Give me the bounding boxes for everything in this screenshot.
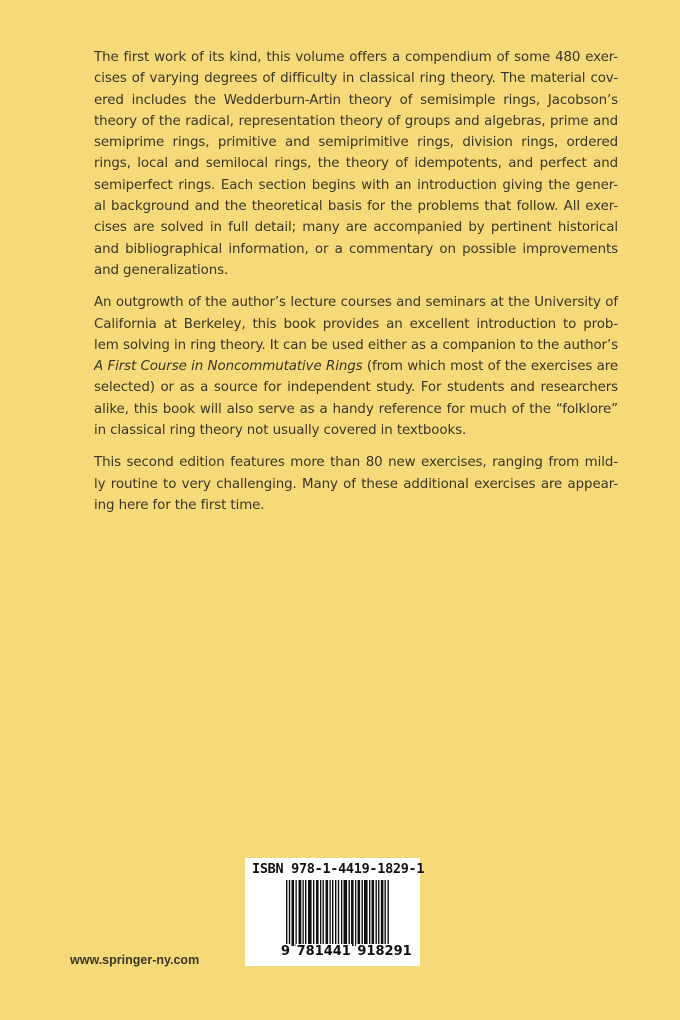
isbn-label: ISBN 978-1-4419-1829-1 [252,861,425,877]
back-cover-blurb [94,47,618,527]
isbn-barcode [245,858,425,966]
title-line: A First Course in Noncommutative Rings (from which most of the exercises are [94,359,618,375]
blurb-paragraph-2: An outgrowth of the author’s lecture courses and seminars at the University of California at Berkeley, this book provides an excellent introduction to prob- lem solving in ring theory. It can be used either as a companion to the author’s A First Course in Noncommutative Rings (from which most of the exercises are selected) or as a source for independent study. For students and researchers alike, this book will also serve as a handy reference for much of the “folklore” in classical ring theory not usually covered in textbooks. [94,295,618,439]
blurb-paragraph-3: This second edition features more than 80 new exercises, ranging from mild- ly routine to very challenging. Many of these additional exercises are appear- ing here for the first time. [94,455,618,513]
blurb-paragraph-1: The first work of its kind, this volume offers a compendium of some 480 exer- cises of varying degrees of difficulty in classical ring theory. The material cov- ered includes the Wedderburn-Artin theory of semisimple rings, Jacobson’s theory of the radical, representation theory of groups and algebras, prime and semiprime rings, primitive and semiprimitive rings, division rings, ordered rings, local and semilocal rings, the theory of idempotents, and perfect and semiperfect rings. Each section begins with an introduction giving the gener- al background and the theoretical basis for the problems that follow. All exer- cises are solved in full detail; many are accompanied by pertinent historical and bibliographical information, or a commentary on possible improvements and generalizations. [94,50,618,278]
publisher-url[interactable]: www.springer-ny.com [70,953,200,967]
barcode-digits: 9 781441 918291 [281,944,412,959]
book-title-italic: A First Course in Noncommutative Rings [94,359,363,375]
